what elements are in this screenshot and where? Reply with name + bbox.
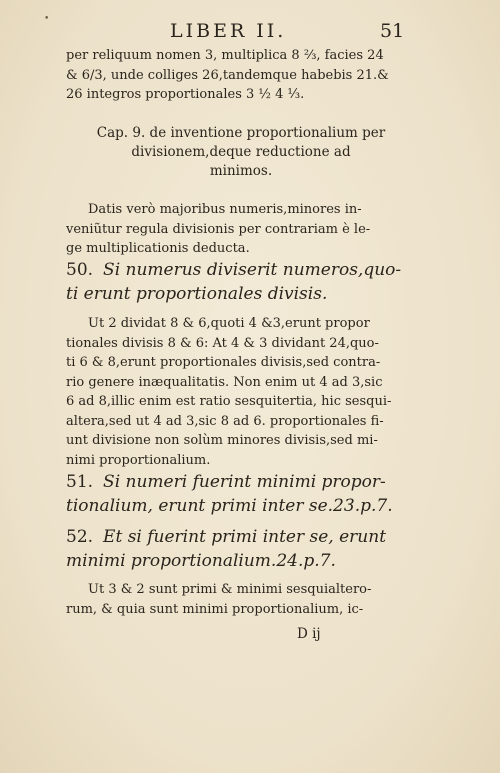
proposition-text: Si numerus diviserit numeros,quo- [103, 260, 402, 280]
proposition-50 [66, 258, 402, 306]
proposition-51 [66, 470, 402, 518]
text-line: ge multiplicationis deducta. [66, 241, 250, 256]
text-line: rio genere inæqualitatis. Non enim ut 4 ad 3,sic [66, 374, 383, 390]
signature-mark: D ij [297, 626, 321, 642]
proposition-52 [66, 525, 402, 573]
proposition-text: ti erunt proportionales divisis. [66, 284, 328, 304]
proposition-text: Si numeri fuerint minimi propor- [103, 472, 386, 492]
text-line: Datis verò majoribus numeris,minores in- [88, 202, 362, 217]
closing-paragraph [66, 580, 402, 619]
text-line: per reliquum nomen 3, multiplica 8 ⅔, facies 24 [66, 48, 384, 63]
corner-mark: • [44, 14, 50, 24]
heading-line: divisionem,deque reductione ad [131, 144, 351, 160]
proposition-number: 52. [66, 527, 94, 547]
text-line: & 6/3, unde colliges 26,tandemque habebis 21.& [66, 67, 389, 83]
chapter-paragraph [66, 200, 402, 259]
text-line: altera,sed ut 4 ad 3,sic 8 ad 6. proportionales fi- [66, 413, 384, 429]
text-line: unt divisione non solùm minores divisis,sed mi- [66, 433, 378, 448]
text-line: 6 ad 8,illic enim est ratio sesquitertia, hic sesqui- [66, 394, 392, 409]
proposition-number: 51. [66, 472, 94, 492]
text-line: veniũtur regula divisionis per contrariam è le- [66, 221, 371, 237]
text-line: Ut 2 dividat 8 & 6,quoti 4 &3,erunt propor [88, 316, 370, 331]
proposition-text: minimi proportionalium.24.p.7. [66, 551, 336, 571]
running-head: LIBER II. [170, 20, 287, 42]
text-line: nimi proportionalium. [66, 452, 211, 468]
text-line: ti 6 & 8,erunt proportionales divisis,sed contra- [66, 355, 381, 370]
text-line: 26 integros proportionales 3 ½ 4 ⅓. [66, 87, 305, 102]
page-number: 51 [380, 20, 405, 42]
example-paragraph [66, 314, 402, 470]
chapter-heading [84, 124, 398, 181]
proposition-number: 50. [66, 260, 94, 280]
text-line: tionales divisis 8 & 6: At 4 & 3 dividant 24,quo- [66, 335, 379, 351]
heading-line: minimos. [209, 163, 273, 179]
heading-line: Cap. 9. de inventione proportionalium per [96, 125, 386, 141]
proposition-text: tionalium, erunt primi inter se.23.p.7. [66, 496, 393, 516]
proposition-text: Et si fuerint primi inter se, erunt [103, 527, 387, 547]
intro-paragraph [66, 46, 402, 105]
text-line: rum, & quia sunt minimi proportionalium, ic- [66, 601, 364, 617]
text-line: Ut 3 & 2 sunt primi & minimi sesquialtero- [88, 582, 372, 597]
